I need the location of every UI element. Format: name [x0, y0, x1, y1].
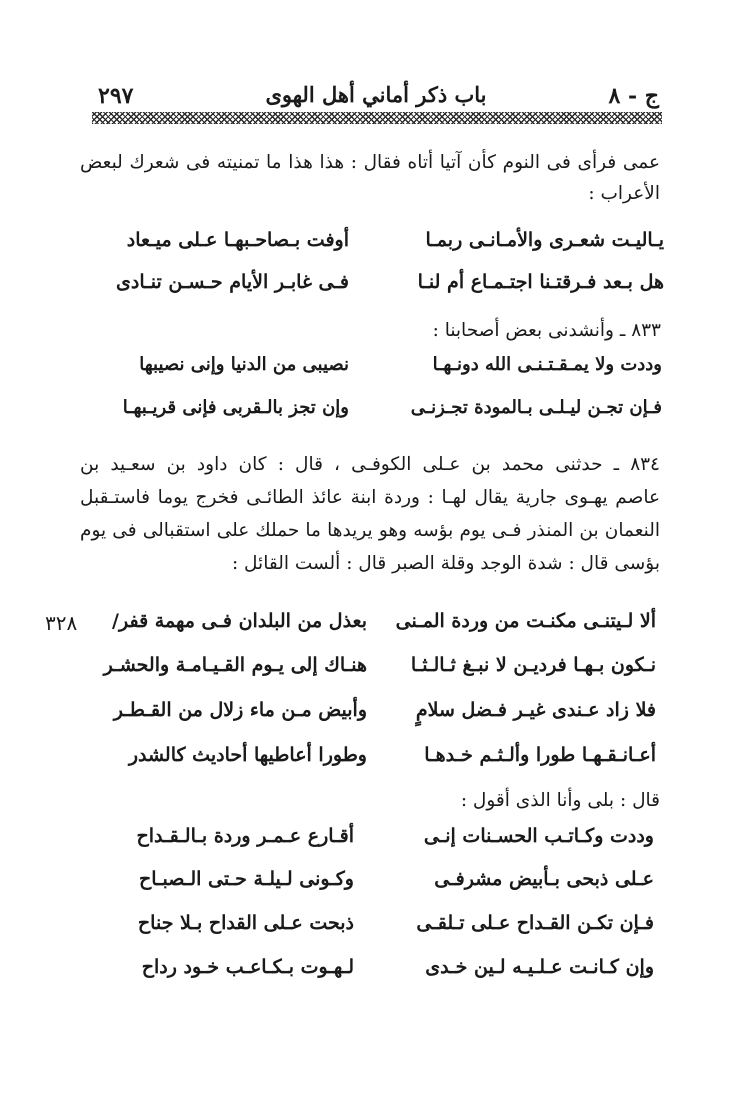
item834-line-1: ٨٣٤ ـ حدثنى محمد بن عـلى الكوفـى ، قال : كان داود بن سعـيد بن [80, 454, 660, 475]
item833-verse-2-right: فـإن تجـن ليـلـى بـالمودة تجـزنـى [410, 397, 662, 418]
poem1-verse-2-left: فـى غابـر الأيام حـسـن تنـادى [116, 271, 349, 293]
chapter-title: باب ذكر أماني أهل الهوى [265, 82, 487, 107]
page-number: ٢٩٧ [98, 83, 134, 109]
item833-verse-1-right: وددت ولا يمـقـتـنـى الله دونـهـا [432, 354, 662, 375]
item834-verse-3-left: وأبيض مـن ماء زلال من القـطـر [113, 699, 367, 721]
reply-verse-3-left: ذبحت عـلى القداح بـلا جناح [137, 912, 354, 934]
reply-verse-3-right: فـإن تكـن القـداح عـلى تـلقـى [416, 912, 654, 934]
reply-verse-2-left: وكـونى لـيلـة حـتى الـصبـاح [138, 868, 354, 890]
margin-reference-number: ٣٢٨ [45, 611, 78, 635]
reply-verse-1-right: وددت وكـاتـب الحسـنات إنـى [423, 825, 654, 847]
item834-line-2: عاصم يهـوى جارية يقال لهـا : وردة ابنة عائذ الطائـى فخرج يوما فاستـقبل [80, 487, 660, 508]
item834-verse-4-right: أعـانـقـهـا طورا وألـثـم خـدهـا [424, 744, 656, 766]
poem1-verse-1-right: يـاليـت شعـرى والأمـانـى ربمـا [425, 229, 664, 251]
intro-line-2: الأعراب : [588, 183, 660, 204]
intro-line-1: عمى فرأى فى النوم كأن آتيا أتاه فقال : هذا هذا ما تمنيته فى شعرك لبعض [80, 152, 660, 173]
item834-verse-2-left: هنـاك إلى يـوم القـيـامـة والحشـر [103, 654, 367, 676]
item834-verse-3-right: فلا زاد عـندى غيـر فـضل سلامٍ [415, 699, 656, 721]
reply-verse-4-left: لـهـوت بـكـاعـب خـود رداح [141, 956, 354, 978]
reply-verse-4-right: وإن كـانـت عـلـيـه لـين خـدى [425, 956, 654, 978]
item834-verse-1-left: بعذل من البلدان فـى مهمة قفر/ [112, 610, 367, 632]
reply-intro: قال : بلى وأنا الذى أقول : [460, 790, 660, 811]
header-ornament-divider [92, 112, 662, 124]
volume-part: ج - ٨ [608, 83, 659, 109]
item834-verse-4-left: وطورا أعاطيها أحاديث كالشدر [128, 744, 367, 766]
poem1-verse-2-right: هل بـعد فـرقتـنا اجتـمـاع أم لنـا [417, 271, 664, 293]
poem1-verse-1-left: أوفت بـصاحـبهـا عـلى ميـعاد [126, 229, 349, 251]
item834-verse-2-right: نـكون بـهـا فرديـن لا نبـغ ثـالـثـا [410, 654, 656, 676]
item833-verse-1-left: نصيبى من الدنيا وإنى نصيبها [139, 354, 349, 375]
item834-verse-1-right: ألا لـيتنـى مكنـت من وردة المـنى [395, 610, 656, 632]
item834-line-4: بؤسى قال : شدة الوجد وقلة الصبر قال : ألست القائل : [231, 553, 660, 574]
item834-line-3: النعمان بن المنذر فـى يوم بؤسه وهو يريدها ما حملك على استقبالى فى يوم [80, 520, 660, 541]
item833-intro: ٨٣٣ ـ وأنشدنى بعض أصحابنا : [432, 320, 661, 341]
item833-verse-2-left: وإن تجز بالـقربى فإنى قريـبهـا [122, 397, 349, 418]
reply-verse-2-right: عـلى ذبحى بـأبيض مشرفـى [434, 868, 654, 890]
reply-verse-1-left: أقـارع عـمـر وردة بـالـقـداح [136, 825, 354, 847]
